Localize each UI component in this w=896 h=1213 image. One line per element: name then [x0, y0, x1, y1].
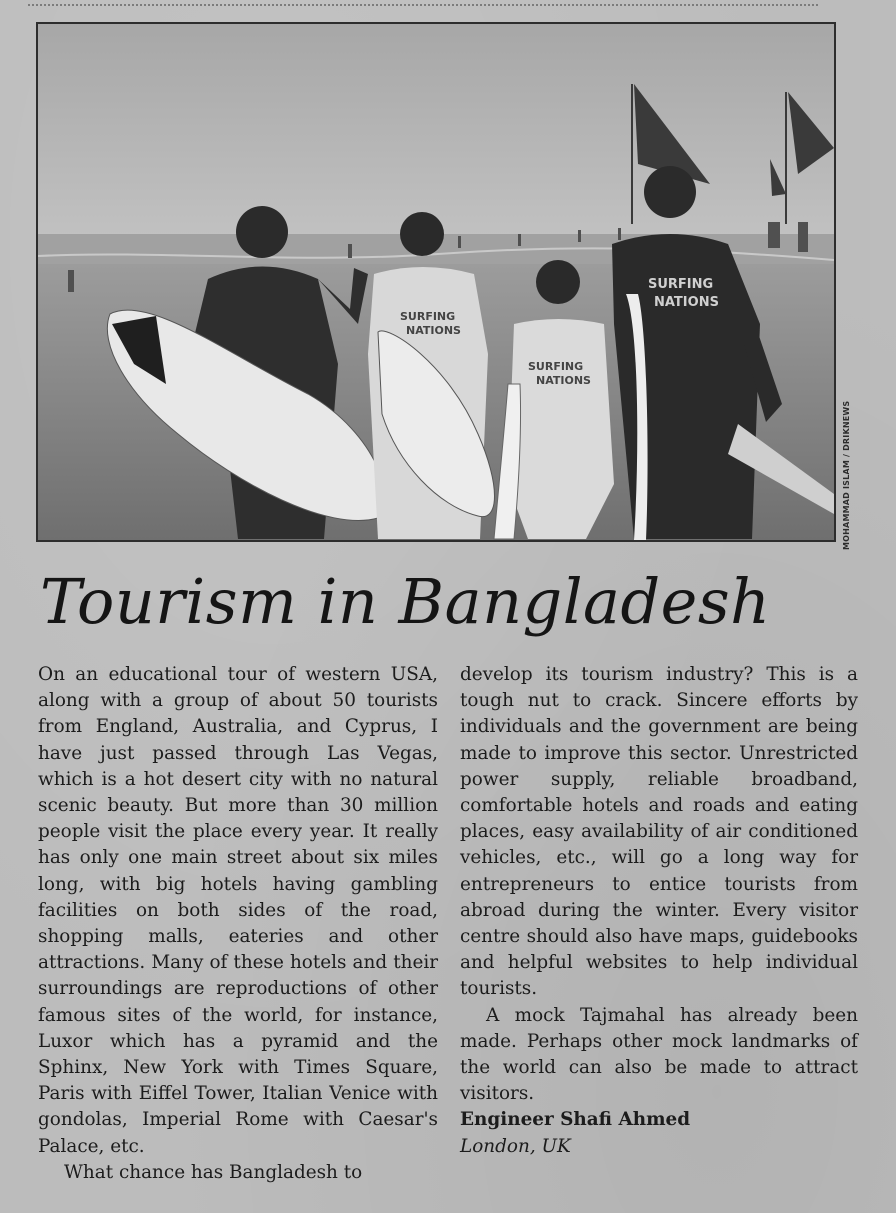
paragraph: What chance has Bangladesh to — [64, 1161, 363, 1183]
photo-credit: MOHAMMAD ISLAM / DRIKNEWS — [842, 400, 851, 550]
author-location: London, UK — [460, 1135, 571, 1157]
paragraph: develop its tourism industry? This is a tough nut to crack. Sincere efforts by individuals and the government are being made to improve this sector. Unrestricted power supply, reliable broadband, comfortable hotels and roads and eating places, easy availability of air conditioned vehicles, etc., will go a long way for entrepreneurs to entice tourists from abroad during the winter. Every visitor centre should also have maps, guidebooks and helpful websites to help individual tourists. — [460, 664, 858, 1000]
article-column-left — [38, 662, 438, 1186]
svg-text:NATIONS: NATIONS — [406, 324, 461, 337]
author-name: Engineer Shafi Ahmed — [460, 1109, 691, 1131]
article-photo — [36, 22, 836, 542]
article-headline: Tourism in Bangladesh — [40, 565, 771, 638]
sky — [38, 24, 834, 244]
surfers-photo-illustration — [38, 24, 834, 540]
article-column-right — [460, 662, 858, 1160]
svg-text:SURFING: SURFING — [648, 277, 714, 292]
paragraph: A mock Tajmahal has already been made. Perhaps other mock landmarks of the world can also be made to attract visitors. — [460, 1004, 858, 1105]
svg-text:NATIONS: NATIONS — [536, 374, 591, 387]
svg-text:NATIONS: NATIONS — [654, 295, 719, 310]
paragraph: On an educational tour of western USA, along with a group of about 50 tourists from England, Australia, and Cyprus, I have just passed through Las Vegas, which is a hot desert city with no natural scenic beauty. But more than 30 million people visit the place every year. It really has only one main street about six miles long, with big hotels having gambling facilities on both sides of the road, shopping malls, eateries and other attractions. Many of these hotels and their surroundings are reproductions of other famous sites of the world, for instance, Luxor which has a pyramid and the Sphinx, New York with Times Square, Paris with Eiffel Tower, Italian Venice with gondolas, Imperial Rome with Caesar's Palace, etc. — [38, 664, 438, 1157]
top-dotted-rule — [28, 4, 818, 6]
shirt-print-2: SURFING — [400, 310, 456, 323]
svg-text:SURFING: SURFING — [528, 360, 584, 373]
